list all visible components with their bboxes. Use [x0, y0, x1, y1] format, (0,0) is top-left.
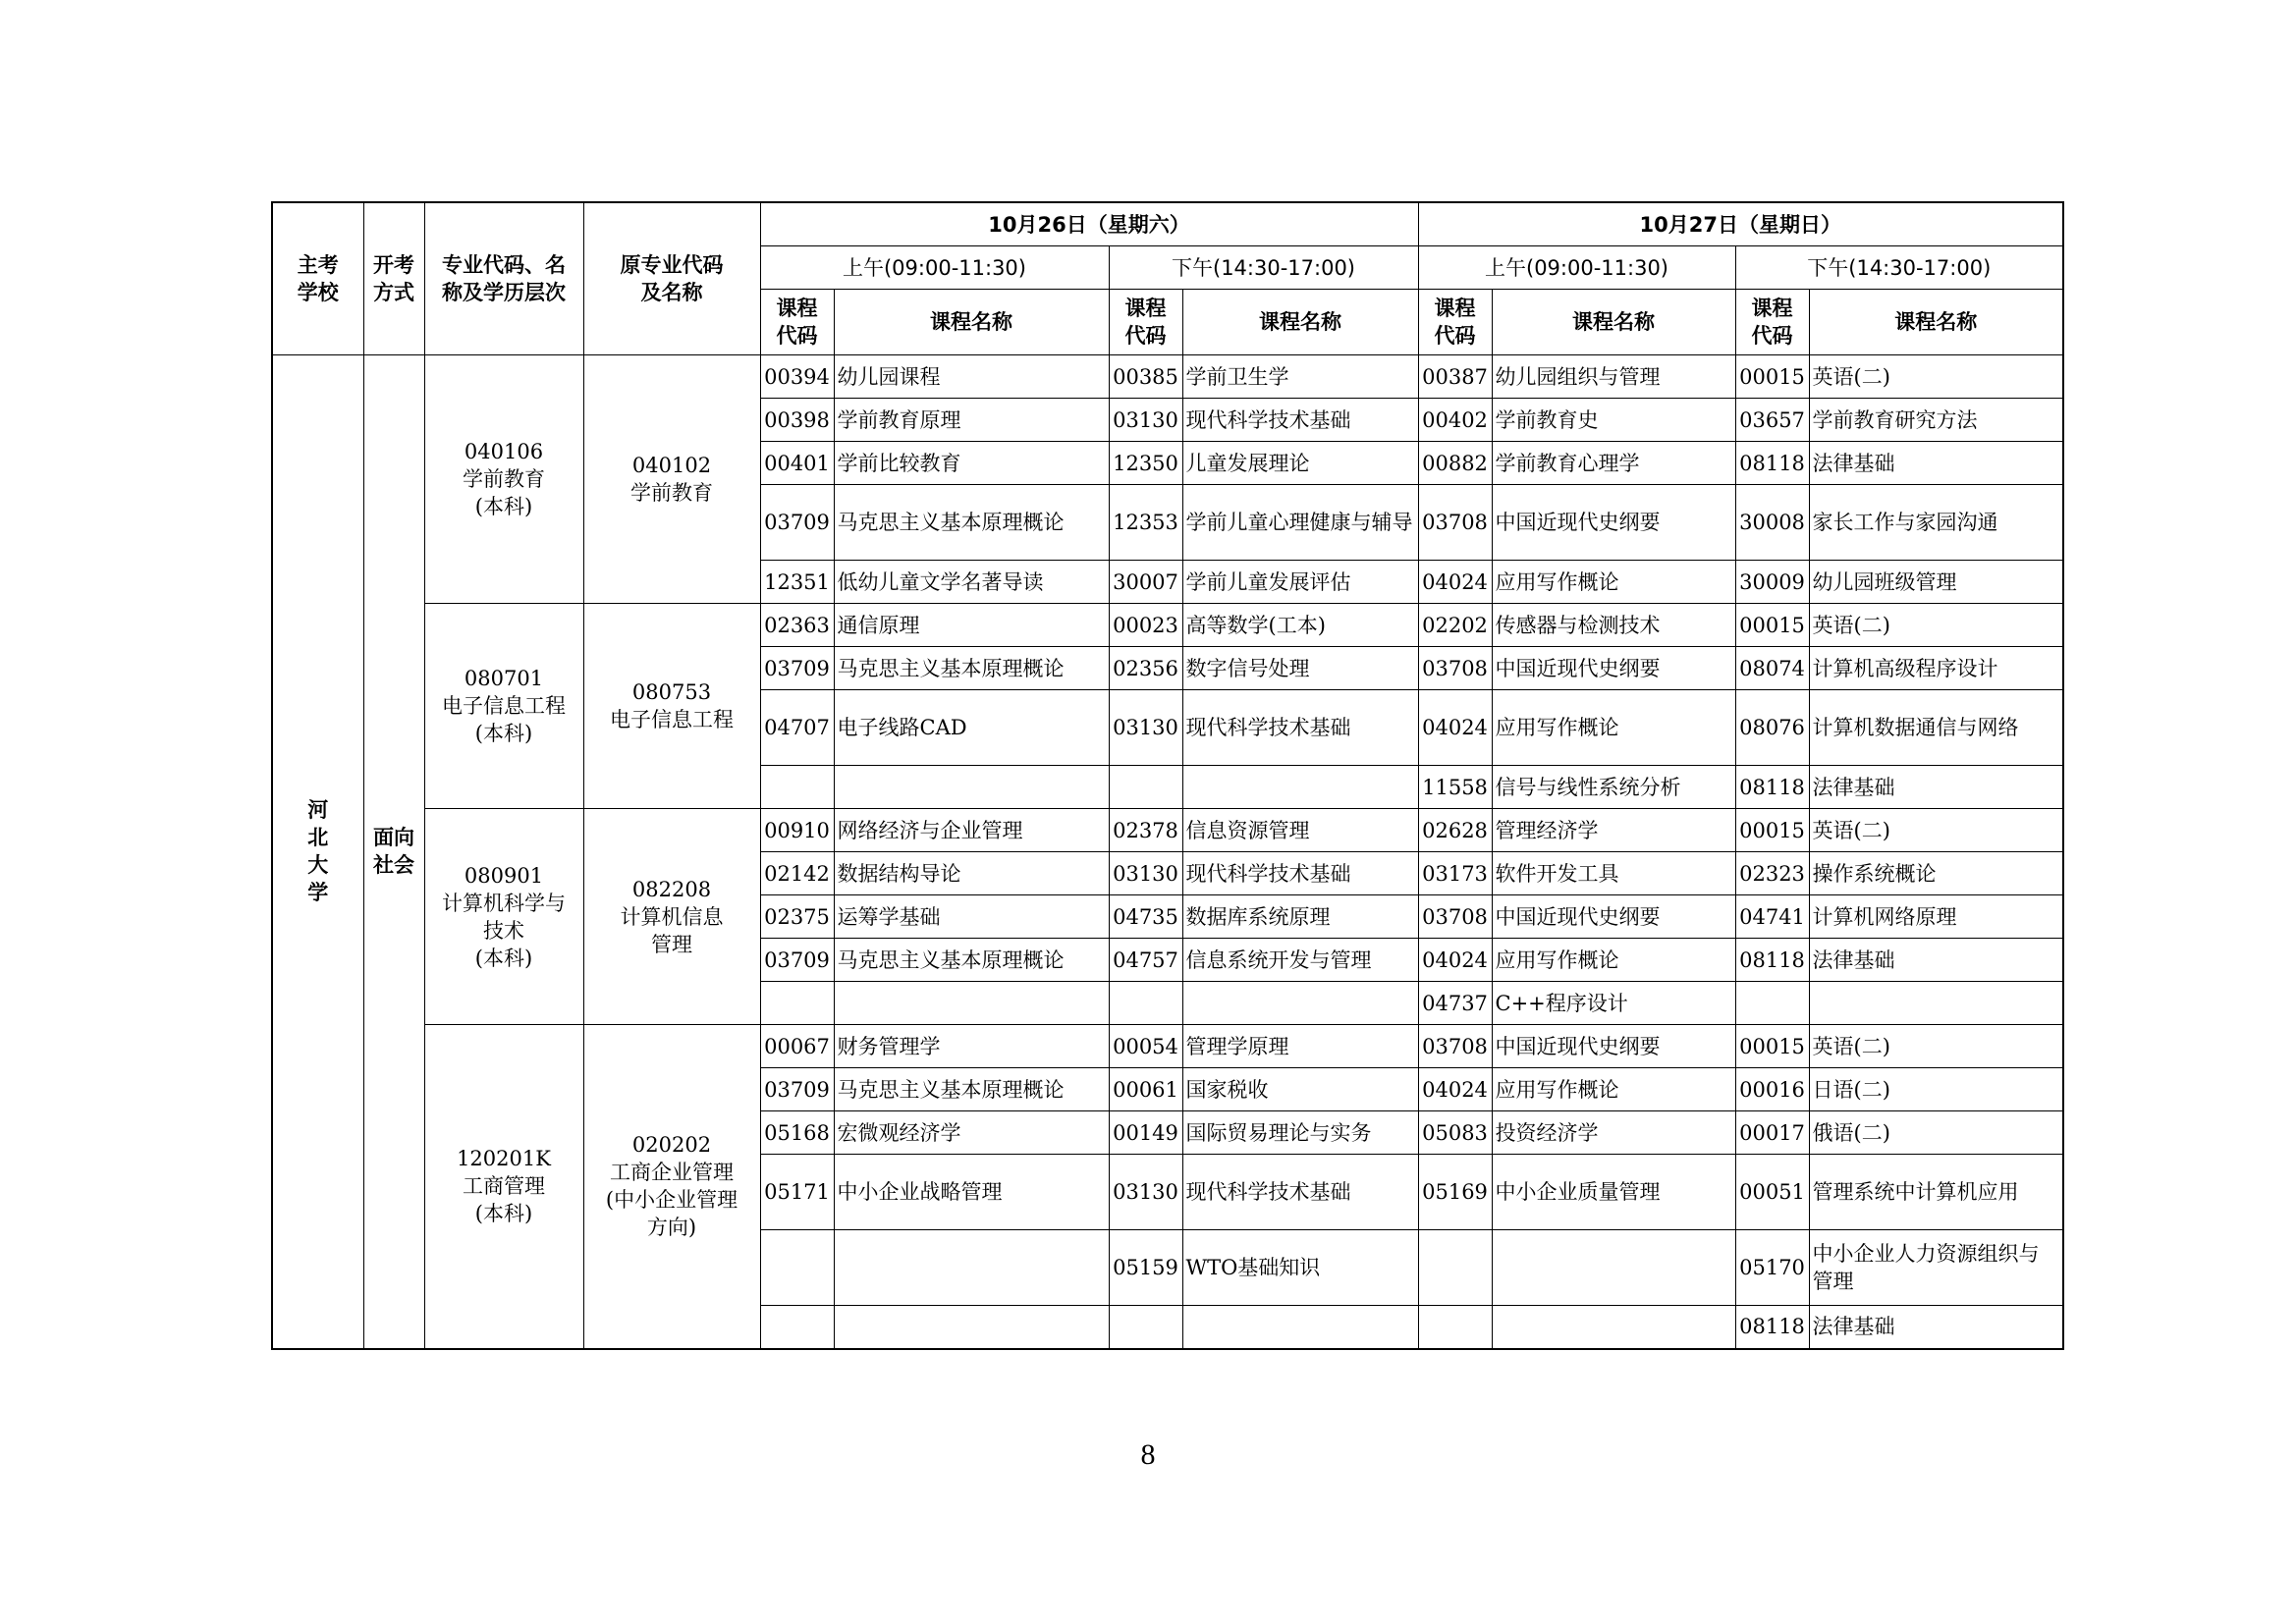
course-name-cell: 操作系统概论 [1809, 852, 2063, 895]
course-name-cell: 儿童发展理论 [1182, 442, 1418, 485]
course-name-cell: 英语(二) [1809, 355, 2063, 399]
course-code-cell: 03708 [1418, 647, 1492, 690]
course-name-cell: 马克思主义基本原理概论 [834, 1068, 1109, 1111]
course-code-cell: 00061 [1109, 1068, 1182, 1111]
course-code-cell: 03709 [760, 1068, 834, 1111]
course-code-cell: 03130 [1109, 1155, 1182, 1230]
course-name-cell: 管理系统中计算机应用 [1809, 1155, 2063, 1230]
course-code-cell: 02378 [1109, 809, 1182, 852]
course-code-cell: 05169 [1418, 1155, 1492, 1230]
course-name-cell: 英语(二) [1809, 809, 2063, 852]
course-name-cell: 数据库系统原理 [1182, 895, 1418, 939]
course-code-cell [1735, 982, 1809, 1025]
course-name-cell: 信息系统开发与管理 [1182, 939, 1418, 982]
course-name-cell: 幼儿园课程 [834, 355, 1109, 399]
header-course-code: 课程 代码 [1735, 290, 1809, 355]
course-name-cell: 马克思主义基本原理概论 [834, 485, 1109, 561]
course-name-cell: 中国近现代史纲要 [1492, 1025, 1735, 1068]
course-name-cell: 幼儿园组织与管理 [1492, 355, 1735, 399]
header-day2-pm: 下午(14:30-17:00) [1735, 246, 2063, 290]
header-course-name: 课程名称 [834, 290, 1109, 355]
course-code-cell: 00023 [1109, 604, 1182, 647]
course-name-cell: 计算机数据通信与网络 [1809, 690, 2063, 766]
course-code-cell [760, 766, 834, 809]
header-course-code: 课程 代码 [1418, 290, 1492, 355]
table-row [272, 604, 2063, 647]
course-name-cell: 高等数学(工本) [1182, 604, 1418, 647]
course-code-cell [760, 1306, 834, 1349]
course-code-cell: 00149 [1109, 1111, 1182, 1155]
course-name-cell: 运筹学基础 [834, 895, 1109, 939]
course-code-cell: 03708 [1418, 895, 1492, 939]
course-code-cell: 05168 [760, 1111, 834, 1155]
course-name-cell: 家长工作与家园沟通 [1809, 485, 2063, 561]
course-code-cell: 05159 [1109, 1230, 1182, 1306]
course-code-cell: 11558 [1418, 766, 1492, 809]
course-code-cell: 04024 [1418, 561, 1492, 604]
course-name-cell: 电子线路CAD [834, 690, 1109, 766]
course-name-cell: 国家税收 [1182, 1068, 1418, 1111]
course-code-cell: 12351 [760, 561, 834, 604]
course-code-cell: 03657 [1735, 399, 1809, 442]
original-major-cell: 040102 学前教育 [583, 355, 760, 604]
original-major-cell: 080753 电子信息工程 [583, 604, 760, 809]
course-code-cell: 04707 [760, 690, 834, 766]
course-code-cell: 05171 [760, 1155, 834, 1230]
course-code-cell: 03708 [1418, 1025, 1492, 1068]
course-name-cell: 法律基础 [1809, 939, 2063, 982]
course-code-cell: 00398 [760, 399, 834, 442]
course-code-cell: 30009 [1735, 561, 1809, 604]
header-major: 专业代码、名 称及学历层次 [424, 202, 583, 355]
course-code-cell: 04024 [1418, 690, 1492, 766]
course-code-cell: 08118 [1735, 1306, 1809, 1349]
course-code-cell: 08118 [1735, 939, 1809, 982]
course-name-cell: 计算机网络原理 [1809, 895, 2063, 939]
header-original-major: 原专业代码 及名称 [583, 202, 760, 355]
course-name-cell: 中小企业战略管理 [834, 1155, 1109, 1230]
header-day2: 10月27日（星期日） [1418, 202, 2063, 246]
course-code-cell: 00387 [1418, 355, 1492, 399]
course-name-cell: 学前比较教育 [834, 442, 1109, 485]
exam-schedule-table [271, 201, 2064, 1350]
course-name-cell [834, 1306, 1109, 1349]
course-name-cell: 中国近现代史纲要 [1492, 895, 1735, 939]
course-name-cell: C++程序设计 [1492, 982, 1735, 1025]
course-code-cell: 04735 [1109, 895, 1182, 939]
course-code-cell [1109, 982, 1182, 1025]
course-code-cell: 02363 [760, 604, 834, 647]
course-code-cell: 03173 [1418, 852, 1492, 895]
course-name-cell: 幼儿园班级管理 [1809, 561, 2063, 604]
course-name-cell: 学前卫生学 [1182, 355, 1418, 399]
course-name-cell [1182, 766, 1418, 809]
course-name-cell [1492, 1230, 1735, 1306]
course-name-cell: 宏微观经济学 [834, 1111, 1109, 1155]
course-name-cell: 现代科学技术基础 [1182, 1155, 1418, 1230]
course-code-cell [1418, 1306, 1492, 1349]
major-cell: 080701 电子信息工程 (本科) [424, 604, 583, 809]
course-name-cell: 软件开发工具 [1492, 852, 1735, 895]
page-number: 8 [1140, 1438, 1156, 1471]
course-name-cell [834, 1230, 1109, 1306]
header-mode: 开考 方式 [363, 202, 424, 355]
table-row [272, 355, 2063, 399]
course-code-cell: 08076 [1735, 690, 1809, 766]
schedule-body [272, 355, 2063, 1349]
table-row [272, 1025, 2063, 1068]
header-course-name: 课程名称 [1809, 290, 2063, 355]
course-code-cell: 03130 [1109, 852, 1182, 895]
course-code-cell: 12353 [1109, 485, 1182, 561]
course-code-cell: 00015 [1735, 355, 1809, 399]
course-name-cell: 通信原理 [834, 604, 1109, 647]
course-name-cell: 英语(二) [1809, 604, 2063, 647]
header-course-name: 课程名称 [1492, 290, 1735, 355]
course-name-cell: 现代科学技术基础 [1182, 399, 1418, 442]
course-code-cell: 00017 [1735, 1111, 1809, 1155]
course-code-cell: 04757 [1109, 939, 1182, 982]
course-code-cell: 30008 [1735, 485, 1809, 561]
course-code-cell: 00054 [1109, 1025, 1182, 1068]
course-code-cell: 03709 [760, 647, 834, 690]
course-code-cell: 00016 [1735, 1068, 1809, 1111]
course-code-cell: 04737 [1418, 982, 1492, 1025]
course-name-cell: 中小企业人力资源组织与管理 [1809, 1230, 2063, 1306]
course-name-cell: 应用写作概论 [1492, 690, 1735, 766]
course-code-cell: 30007 [1109, 561, 1182, 604]
course-code-cell: 03709 [760, 485, 834, 561]
course-name-cell: 中国近现代史纲要 [1492, 485, 1735, 561]
course-code-cell: 00015 [1735, 809, 1809, 852]
course-code-cell [1109, 766, 1182, 809]
course-code-cell: 02142 [760, 852, 834, 895]
course-code-cell: 02628 [1418, 809, 1492, 852]
course-code-cell: 08118 [1735, 766, 1809, 809]
major-cell: 040106 学前教育 (本科) [424, 355, 583, 604]
course-name-cell: 学前儿童心理健康与辅导 [1182, 485, 1418, 561]
major-cell: 120201K 工商管理 (本科) [424, 1025, 583, 1349]
course-name-cell: 学前儿童发展评估 [1182, 561, 1418, 604]
course-name-cell: 现代科学技术基础 [1182, 690, 1418, 766]
course-name-cell: 数字信号处理 [1182, 647, 1418, 690]
original-major-cell: 020202 工商企业管理 (中小企业管理 方向) [583, 1025, 760, 1349]
course-name-cell: 管理学原理 [1182, 1025, 1418, 1068]
course-code-cell: 03130 [1109, 690, 1182, 766]
course-code-cell [1109, 1306, 1182, 1349]
header-course-code: 课程 代码 [760, 290, 834, 355]
course-name-cell [1492, 1306, 1735, 1349]
header-day1-am: 上午(09:00-11:30) [760, 246, 1109, 290]
course-code-cell: 08118 [1735, 442, 1809, 485]
course-name-cell [1182, 982, 1418, 1025]
course-code-cell: 00402 [1418, 399, 1492, 442]
course-name-cell: 网络经济与企业管理 [834, 809, 1109, 852]
course-name-cell: 法律基础 [1809, 1306, 2063, 1349]
course-name-cell: 计算机高级程序设计 [1809, 647, 2063, 690]
course-name-cell: 信号与线性系统分析 [1492, 766, 1735, 809]
major-cell: 080901 计算机科学与 技术 (本科) [424, 809, 583, 1025]
course-name-cell: 日语(二) [1809, 1068, 2063, 1111]
course-name-cell: WTO基础知识 [1182, 1230, 1418, 1306]
course-code-cell: 00015 [1735, 604, 1809, 647]
course-name-cell: 法律基础 [1809, 442, 2063, 485]
course-name-cell: 管理经济学 [1492, 809, 1735, 852]
course-code-cell: 02375 [760, 895, 834, 939]
header-course-code: 课程 代码 [1109, 290, 1182, 355]
mode-cell: 面向 社会 [363, 355, 424, 1349]
course-name-cell: 投资经济学 [1492, 1111, 1735, 1155]
course-code-cell: 05170 [1735, 1230, 1809, 1306]
course-code-cell: 04741 [1735, 895, 1809, 939]
course-name-cell: 应用写作概论 [1492, 561, 1735, 604]
course-code-cell: 04024 [1418, 939, 1492, 982]
course-code-cell [1418, 1230, 1492, 1306]
header-school: 主考 学校 [272, 202, 363, 355]
course-code-cell: 12350 [1109, 442, 1182, 485]
course-name-cell: 低幼儿童文学名著导读 [834, 561, 1109, 604]
course-name-cell: 马克思主义基本原理概论 [834, 647, 1109, 690]
course-code-cell [760, 1230, 834, 1306]
course-code-cell: 00394 [760, 355, 834, 399]
course-name-cell: 学前教育史 [1492, 399, 1735, 442]
course-name-cell: 马克思主义基本原理概论 [834, 939, 1109, 982]
course-code-cell: 03130 [1109, 399, 1182, 442]
header-day2-am: 上午(09:00-11:30) [1418, 246, 1735, 290]
course-name-cell: 法律基础 [1809, 766, 2063, 809]
course-name-cell: 学前教育心理学 [1492, 442, 1735, 485]
course-name-cell [1809, 982, 2063, 1025]
course-name-cell: 英语(二) [1809, 1025, 2063, 1068]
course-code-cell: 02323 [1735, 852, 1809, 895]
course-code-cell: 00882 [1418, 442, 1492, 485]
course-name-cell: 应用写作概论 [1492, 939, 1735, 982]
course-code-cell: 00401 [760, 442, 834, 485]
course-name-cell: 应用写作概论 [1492, 1068, 1735, 1111]
course-code-cell: 00051 [1735, 1155, 1809, 1230]
school-cell: 河 北 大 学 [272, 355, 363, 1349]
course-code-cell: 00015 [1735, 1025, 1809, 1068]
table-row [272, 809, 2063, 852]
course-code-cell: 05083 [1418, 1111, 1492, 1155]
course-code-cell: 03709 [760, 939, 834, 982]
course-name-cell [834, 982, 1109, 1025]
course-name-cell: 国际贸易理论与实务 [1182, 1111, 1418, 1155]
course-code-cell: 03708 [1418, 485, 1492, 561]
course-name-cell: 中小企业质量管理 [1492, 1155, 1735, 1230]
course-name-cell: 俄语(二) [1809, 1111, 2063, 1155]
header-day1-pm: 下午(14:30-17:00) [1109, 246, 1418, 290]
course-code-cell: 08074 [1735, 647, 1809, 690]
header-course-name: 课程名称 [1182, 290, 1418, 355]
course-code-cell [760, 982, 834, 1025]
course-name-cell: 学前教育研究方法 [1809, 399, 2063, 442]
course-code-cell: 02202 [1418, 604, 1492, 647]
header-day1: 10月26日（星期六） [760, 202, 1418, 246]
course-name-cell: 现代科学技术基础 [1182, 852, 1418, 895]
course-name-cell: 数据结构导论 [834, 852, 1109, 895]
course-name-cell: 信息资源管理 [1182, 809, 1418, 852]
course-name-cell: 传感器与检测技术 [1492, 604, 1735, 647]
course-name-cell [1182, 1306, 1418, 1349]
course-code-cell: 00910 [760, 809, 834, 852]
course-code-cell: 02356 [1109, 647, 1182, 690]
course-name-cell: 学前教育原理 [834, 399, 1109, 442]
course-code-cell: 04024 [1418, 1068, 1492, 1111]
course-name-cell: 财务管理学 [834, 1025, 1109, 1068]
course-code-cell: 00067 [760, 1025, 834, 1068]
course-name-cell: 中国近现代史纲要 [1492, 647, 1735, 690]
original-major-cell: 082208 计算机信息 管理 [583, 809, 760, 1025]
course-code-cell: 00385 [1109, 355, 1182, 399]
course-name-cell [834, 766, 1109, 809]
